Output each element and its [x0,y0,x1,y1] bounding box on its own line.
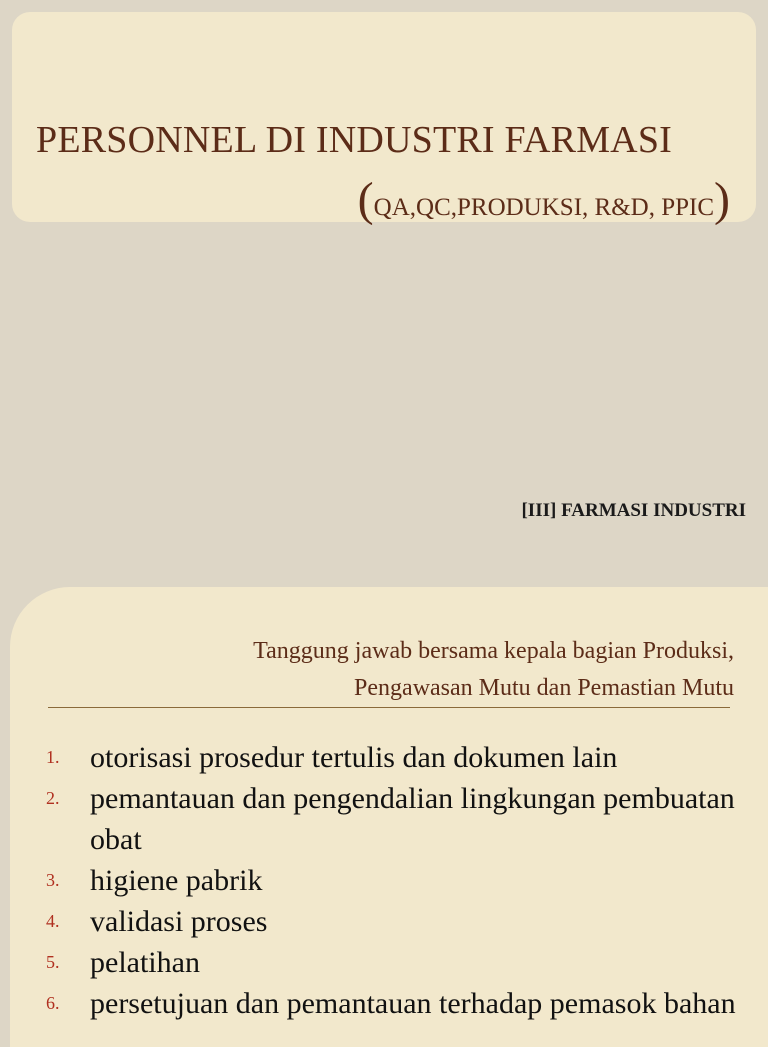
list-item-text: pelatihan [90,946,200,979]
responsibility-list [10,737,768,1024]
slide-subtitle [358,172,730,227]
list-item [10,737,768,778]
list-item-number: 6. [46,993,60,1013]
content-slide [0,575,768,1024]
list-item-number: 4. [46,911,60,931]
list-item-text: validasi proses [90,905,268,938]
list-item-text: persetujuan dan pemantauan terhadap pemasok bahan [90,987,736,1020]
list-item [10,778,768,860]
title-panel [12,12,756,226]
course-label: [III] FARMASI INDUSTRI [521,500,746,521]
list-item-text: higiene pabrik [90,864,263,897]
content-panel [10,587,768,1047]
list-item [10,942,768,983]
heading-line-2: Pengawasan Mutu dan Pemastian Mutu [354,675,734,701]
heading-line-1: Tanggung jawab bersama kepala bagian Produksi, [253,638,734,664]
slide-title: PERSONNEL DI INDUSTRI FARMASI [36,119,673,161]
heading-divider [48,707,730,708]
list-item [10,901,768,942]
list-item-number: 3. [46,870,60,890]
list-item [10,860,768,901]
subtitle-text: QA,QC,PRODUKSI, R&D, PPIC [373,194,715,221]
list-item-text: otorisasi prosedur tertulis dan dokumen lain [90,741,618,774]
list-item-number: 2. [46,788,60,808]
subtitle-open-paren: ( [357,173,374,226]
list-item-text: pemantauan dan pengendalian lingkungan pembuatan obat [90,782,735,856]
subtitle-close-paren: ) [714,173,730,226]
list-item [10,983,768,1024]
list-item-number: 1. [46,747,60,767]
list-item-number: 5. [46,952,60,972]
